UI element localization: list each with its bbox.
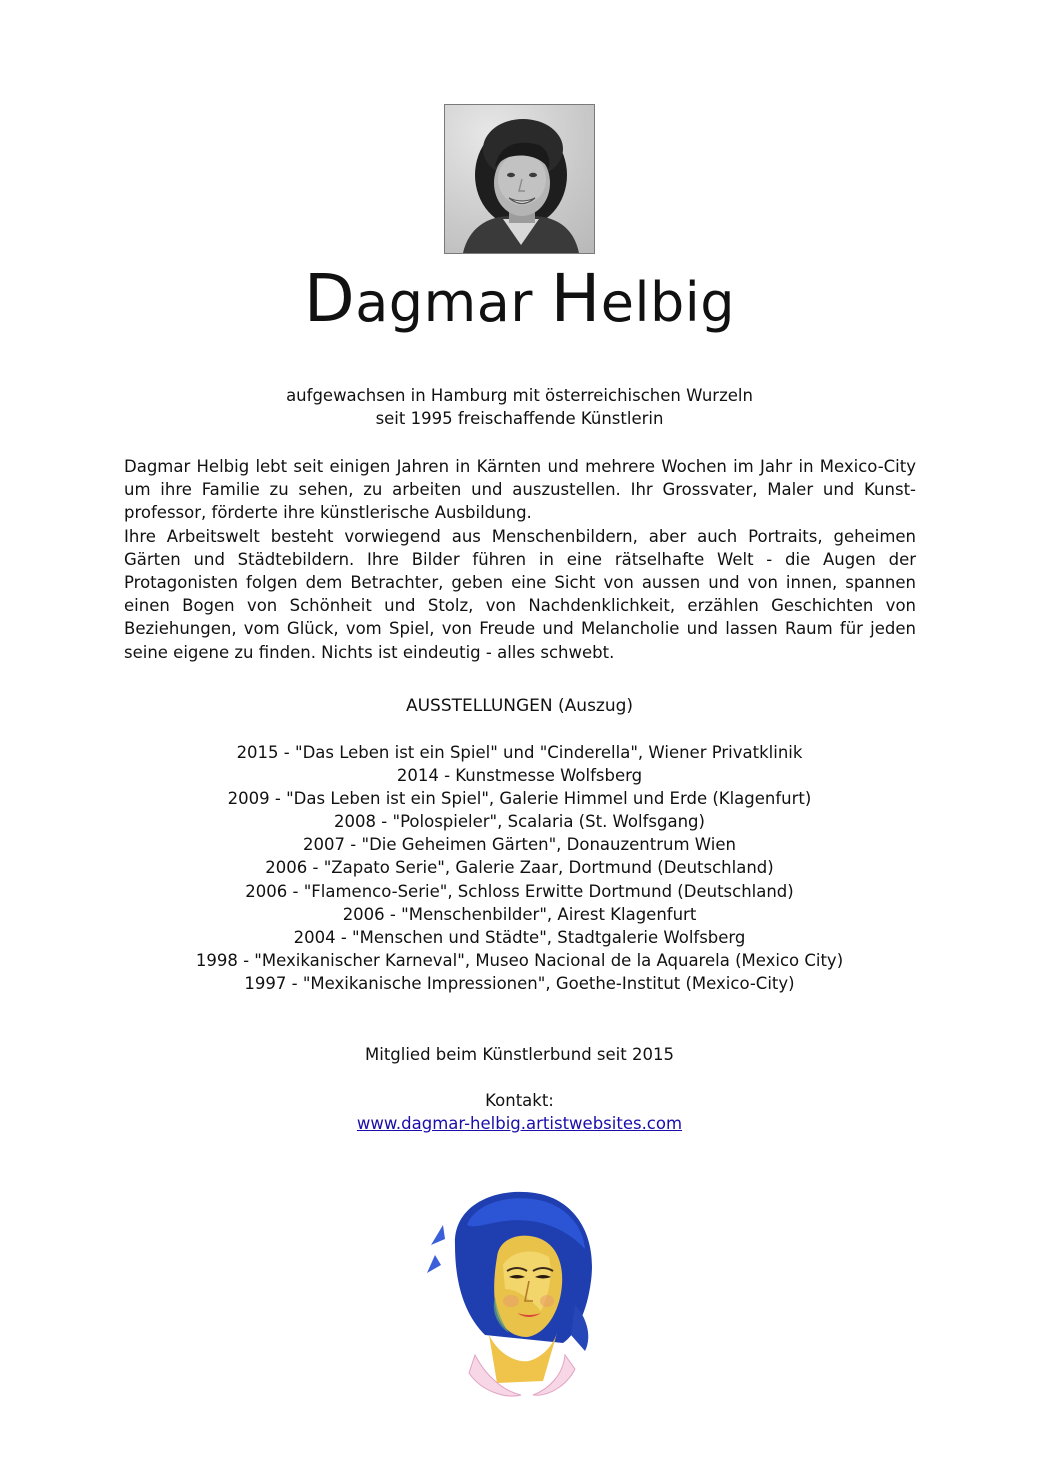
list-item: 1997 - "Mexikanische Impressionen", Goethe-Institut (Mexico-City) bbox=[244, 973, 795, 993]
painted-portrait-drawing bbox=[425, 1185, 610, 1400]
list-item: 2008 - "Polospieler", Scalaria (St. Wolfsgang) bbox=[334, 812, 705, 832]
portrait-photo bbox=[444, 104, 595, 254]
biography bbox=[124, 455, 916, 664]
bio-paragraph-1: Dagmar Helbig lebt seit einigen Jahren in Kärnten und mehrere Wochen im Jahr in Mexico-City um ihre Familie zu sehen, zu arbeiten und auszustellen. Ihr Grossvater, Maler und Kunst-professor, förderte ihre künstlerische Ausbildung. bbox=[124, 457, 916, 523]
exhibitions-subtitle: (Auszug) bbox=[558, 696, 634, 716]
list-item: 2014 - Kunstmesse Wolfsberg bbox=[396, 766, 643, 786]
contact-link-row bbox=[0, 1112, 1039, 1135]
list-item: 2006 - "Zapato Serie", Galerie Zaar, Dortmund (Deutschland) bbox=[265, 858, 774, 878]
intro-line-2: seit 1995 freischaffende Künstlerin bbox=[375, 409, 664, 428]
title-first-rest: agmar bbox=[355, 271, 551, 334]
title-last-initial: H bbox=[550, 260, 601, 337]
list-item: 2006 - "Menschenbilder", Airest Klagenfurt bbox=[342, 904, 697, 924]
title-first-initial: D bbox=[303, 260, 356, 337]
portrait-photo-drawing bbox=[445, 105, 594, 253]
list-item: 2009 - "Das Leben ist ein Spiel", Galerie Himmel und Erde (Klagenfurt) bbox=[227, 789, 812, 809]
list-item: 2004 - "Menschen und Städte", Stadtgalerie Wolfsberg bbox=[293, 927, 746, 947]
intro-line-1: aufgewachsen in Hamburg mit österreichischen Wurzeln bbox=[286, 386, 753, 405]
website-link[interactable]: www.dagmar-helbig.artistwebsites.com bbox=[356, 1114, 683, 1133]
list-item: 2015 - "Das Leben ist ein Spiel" und "Cinderella", Wiener Privatklinik bbox=[236, 743, 803, 762]
painted-portrait bbox=[425, 1185, 610, 1400]
bio-paragraph-2: Ihre Arbeitswelt besteht vorwiegend aus Menschenbildern, aber auch Portraits, geheimen Gärten und Städtebildern. Ihre Bilder führen in eine rätselhafte Welt - die Augen der Protagonisten folgen dem Betrachter, geben eine Sicht von aussen und von innen, spannen einen Bogen von Schönheit und Stolz, von Nachdenklichkeit, erzählen Geschichten von Beziehungen, vom Glück, vom Spiel, von Freude und Melancholie und lassen Raum für jeden seine eigene zu finden. Nichts ist eindeutig - alles schwebt. bbox=[124, 526, 916, 662]
contact-label: Kontakt: bbox=[485, 1091, 554, 1110]
exhibitions-list bbox=[0, 741, 1039, 995]
list-item: 1998 - "Mexikanischer Karneval", Museo Nacional de la Aquarela (Mexico City) bbox=[195, 950, 844, 970]
list-item: 2007 - "Die Geheimen Gärten", Donauzentrum Wien bbox=[303, 835, 736, 855]
list-item: 2006 - "Flamenco-Serie", Schloss Erwitte Dortmund (Deutschland) bbox=[245, 881, 794, 901]
exhibitions-title: AUSSTELLUNGEN bbox=[405, 696, 553, 716]
membership-text: Mitglied beim Künstlerbund seit 2015 bbox=[365, 1045, 674, 1064]
page-title bbox=[0, 262, 1039, 340]
title-last-rest: elbig bbox=[600, 271, 736, 334]
exhibitions-heading bbox=[0, 694, 1039, 718]
